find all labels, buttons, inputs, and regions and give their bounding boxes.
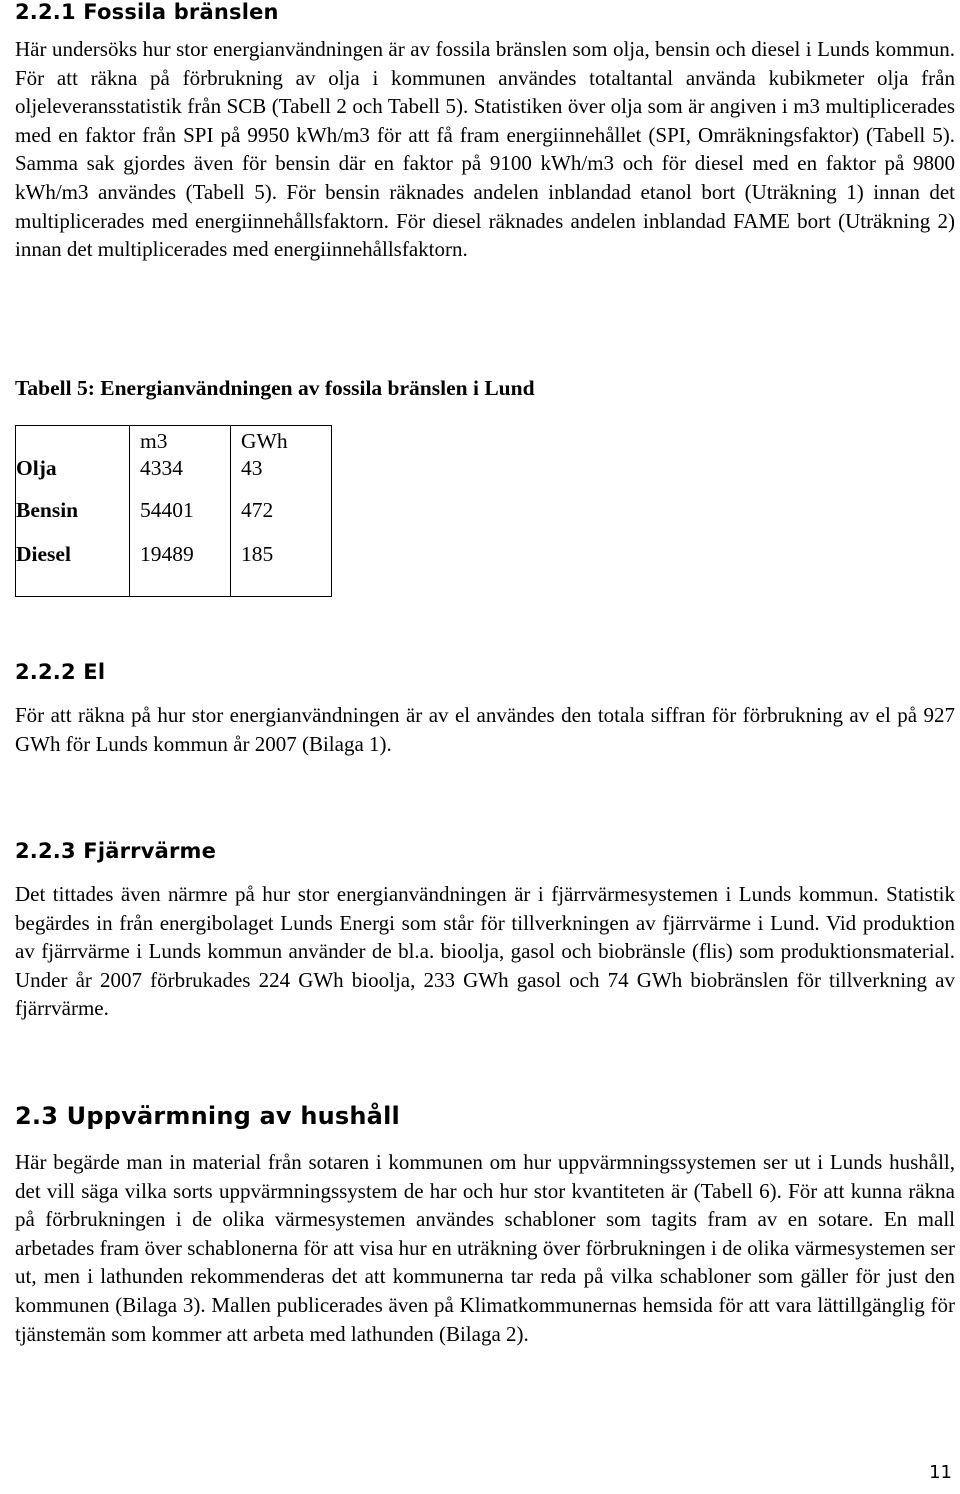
table-header-gwh: GWh (231, 426, 332, 455)
paragraph-el: För att räkna på hur stor energianvändningen är av el användes den totala siffran för förbrukning av el på 927 GWh för Lunds kommun år 2007 (Bilaga 1). (15, 703, 955, 756)
cell-m3: 4334 (130, 454, 231, 496)
table-row (16, 538, 332, 596)
section-heading-fjarrvarme: 2.2.3 Fjärrvärme (15, 839, 217, 863)
paragraph-fossila: Här undersöks hur stor energianvändningen är av fossila bränslen som olja, bensin och diesel i Lunds kommun. För att räkna på förbrukning av olja i kommunen användes totaltantal använda kubikmeter olja från oljeleveransstatistik från SCB (Tabell 2 och Tabell 5). Statistiken över olja som är angiven i m3 multiplicerades med en faktor från SPI på 9950 kWh/m3 för att få fram energiinnehållet (SPI, Omräkningsfaktor) (Tabell 5). Samma sak gjordes även för bensin där en faktor på 9100 kWh/m3 och för diesel med en faktor på 9800 kWh/m3 användes (Tabell 5). För bensin räknades andelen inblandad etanol bort (Uträkning 1) innan det multiplicerades med energiinnehållsfaktorn. För diesel räknades andelen inblandad FAME bort (Uträkning 2) innan det multiplicerades med energiinnehållsfaktorn. (15, 37, 955, 262)
table-header-row (16, 426, 332, 455)
row-label: Bensin (16, 496, 130, 538)
table-caption: Tabell 5: Energianvändningen av fossila bränslen i Lund (15, 376, 535, 400)
table-row (16, 496, 332, 538)
section-heading-el: 2.2.2 El (15, 660, 106, 684)
energy-table (15, 425, 332, 597)
row-label: Olja (16, 454, 130, 496)
table-header-empty (16, 426, 130, 455)
cell-m3: 19489 (130, 538, 231, 596)
cell-gwh: 43 (231, 454, 332, 496)
row-label: Diesel (16, 538, 130, 596)
section-heading-uppvarmning: 2.3 Uppvärmning av hushåll (15, 1102, 400, 1130)
table-row (16, 454, 332, 496)
cell-gwh: 472 (231, 496, 332, 538)
paragraph-uppvarmning: Här begärde man in material från sotaren i kommunen om hur uppvärmningssystemen ser ut i Lunds hushåll, det vill säga vilka sorts uppvärmningssystem de har och hur stor kvantiteten är (Tabell 6). För att kunna räkna på förbrukningen i de olika värmesystemen användes schabloner som tagits fram av en sotare. En mall arbetades fram över schablonerna för att visa hur en uträkning över förbrukningen i de olika värmesystemen ser ut, men i lathunden rekommenderas det att kommunerna tar reda på vilka schabloner som gäller för just den kommunen (Bilaga 3). Mallen publicerades även på Klimatkommunernas hemsida för att vara lättillgänglig för tjänstemän som kommer att arbeta med lathunden (Bilaga 2). (15, 1150, 955, 1346)
section-heading-fossila: 2.2.1 Fossila bränslen (15, 0, 279, 24)
table-header-m3: m3 (130, 426, 231, 455)
paragraph-fjarrvarme: Det tittades även närmre på hur stor energianvändningen är i fjärrvärmesystemen i Lunds kommun. Statistik begärdes in från energibolaget Lunds Energi som står för tillverkningen av fjärrvärme i Lund. Vid produktion av fjärrvärme i Lunds kommun använder de bl.a. bioolja, gasol och biobränsle (flis) som produktionsmaterial. Under år 2007 förbrukades 224 GWh bioolja, 233 GWh gasol och 74 GWh biobränslen för tillverkning av fjärrvärme. (15, 882, 955, 1021)
cell-m3: 54401 (130, 496, 231, 538)
page-number: 11 (929, 1462, 952, 1483)
cell-gwh: 185 (231, 538, 332, 596)
